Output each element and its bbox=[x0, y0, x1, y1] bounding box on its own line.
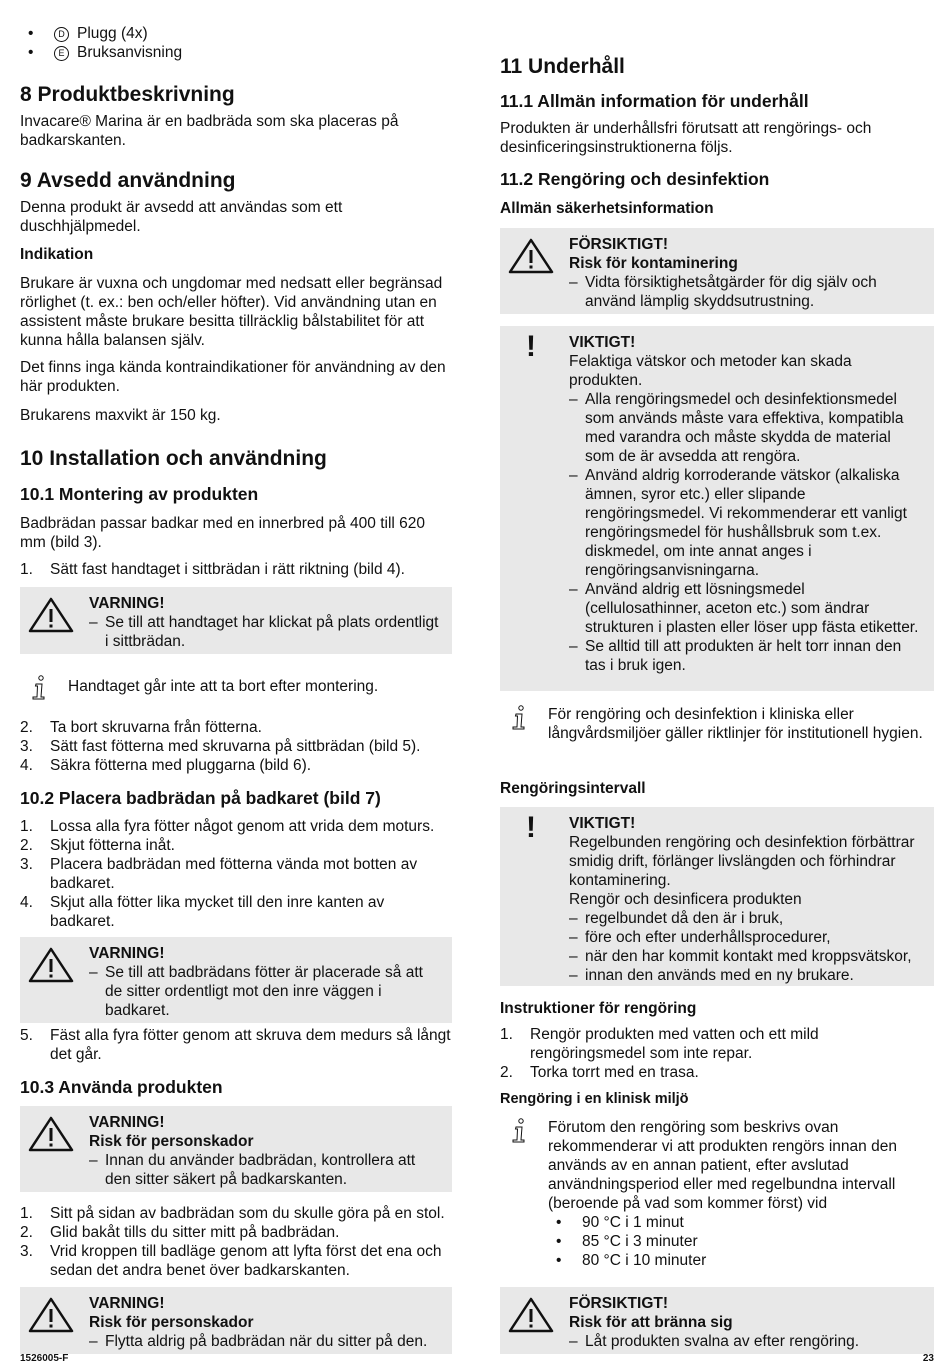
info-icon bbox=[510, 705, 528, 731]
warning-item: – Se till att handtaget har klickat på plats ordentligt i sittbrädan. bbox=[89, 613, 442, 651]
warning-label: VARNING! bbox=[89, 1295, 165, 1312]
important-item: – innan den används med en ny brukare. bbox=[569, 966, 924, 985]
warning-box bbox=[20, 937, 452, 1023]
important-intro: Rengör och desinficera produkten bbox=[569, 891, 802, 908]
warning-item: – Innan du använder badbrädan, kontrollera att den sitter säkert på badkarskanten. bbox=[89, 1151, 442, 1189]
info-icon bbox=[510, 1118, 528, 1144]
component-item: • D Plugg (4x) bbox=[28, 25, 148, 42]
important-item: – när den har kommit kontakt med kroppsvätskor, bbox=[569, 947, 924, 966]
list-item: 3. Placera badbrädan med fötterna vända mot botten av badkaret. bbox=[20, 856, 418, 892]
section-11-1-title: 11.1 Allmän information för underhåll bbox=[500, 91, 809, 111]
exclamation-icon: ! bbox=[526, 330, 536, 363]
list-item: 4. Säkra fötterna med pluggarna (bild 6). bbox=[20, 757, 312, 774]
important-box bbox=[500, 326, 934, 691]
info-icon bbox=[30, 675, 48, 701]
circled-letter: E bbox=[54, 46, 69, 61]
component-item: • E Bruksanvisning bbox=[28, 44, 183, 61]
list-item: 5. Fäst alla fyra fötter genom att skruva dem medurs så långt det går. bbox=[20, 1027, 451, 1063]
warning-item: – Se till att badbrädans fötter är placerade så att de sitter ordentligt mot den inre väggen i badkaret. bbox=[89, 963, 442, 1020]
contraindication-text: Det finns inga kända kontraindikationer för användning av den här produkten. bbox=[20, 359, 446, 395]
clinical-heading: Rengöring i en klinisk miljö bbox=[500, 1091, 689, 1107]
important-label: VIKTIGT! bbox=[569, 334, 636, 351]
list-item: • 90 °C i 1 minut bbox=[548, 1213, 934, 1232]
important-item: – Alla rengöringsmedel och desinfektionsmedel som används måste vara effektiva, kompatibla med varandra och måste skydda de material som de är avsedda att rengöra. bbox=[569, 390, 924, 466]
important-intro: Felaktiga vätskor och metoder kan skada produkten. bbox=[569, 353, 852, 389]
section-11-2-title: 11.2 Rengöring och desinfektion bbox=[500, 169, 770, 189]
note bbox=[500, 1118, 934, 1270]
important-item: – regelbundet då den är i bruk, bbox=[569, 909, 924, 928]
temperature-list bbox=[548, 1213, 934, 1270]
note bbox=[20, 675, 452, 696]
list-item: 2. Skjut fötterna inåt. bbox=[20, 837, 175, 854]
list-item: 3. Sätt fast fötterna med skruvarna på sittbrädan (bild 5). bbox=[20, 738, 421, 755]
warning-triangle-icon bbox=[28, 597, 74, 633]
section-9-body: Denna produkt är avsedd att användas som ett duschhjälpmedel. bbox=[20, 199, 343, 235]
instructions-heading: Instruktioner för rengöring bbox=[500, 1000, 697, 1017]
warning-triangle-icon bbox=[508, 238, 554, 274]
document-id: 1526005-F bbox=[20, 1353, 69, 1364]
warning-triangle-icon bbox=[28, 1297, 74, 1333]
caution-item: – Låt produkten svalna av efter rengöring. bbox=[569, 1332, 924, 1351]
warning-label: VARNING! bbox=[89, 945, 165, 962]
warning-triangle-icon bbox=[28, 1116, 74, 1152]
list-item: 2. Glid bakåt tills du sitter mitt på badbrädan. bbox=[20, 1224, 340, 1241]
caution-risk: Risk för kontaminering bbox=[569, 255, 738, 272]
important-label: VIKTIGT! bbox=[569, 815, 636, 832]
caution-label: FÖRSIKTIGT! bbox=[569, 1295, 669, 1312]
important-item: – Använd aldrig korroderande vätskor (alkaliska ämnen, syror etc.) eller slipande rengöringsmedel. Vi rekommenderar ett vanligt rengöringsmedel för hushållsbruk som t.ex. diskmedel, om inte annat anges i rengöringsanvisningarna. bbox=[569, 466, 924, 580]
warning-box bbox=[20, 1287, 452, 1354]
caution-risk: Risk för att bränna sig bbox=[569, 1314, 733, 1331]
step-list bbox=[20, 718, 452, 775]
warning-label: VARNING! bbox=[89, 595, 165, 612]
important-intro: Regelbunden rengöring och desinfektion förbättrar smidig drift, förlänger livslängden och förhindrar kontaminering. bbox=[569, 834, 915, 889]
list-item: 1. Lossa alla fyra fötter något genom att vrida dem moturs. bbox=[20, 818, 435, 835]
interval-heading: Rengöringsintervall bbox=[500, 780, 646, 797]
safety-heading: Allmän säkerhetsinformation bbox=[500, 200, 714, 217]
caution-box bbox=[500, 228, 934, 314]
list-item: 2. Torka torrt med en trasa. bbox=[500, 1064, 699, 1081]
indication-body: Brukare är vuxna och ungdomar med nedsatt eller begränsad rörlighet (t. ex.: ben och/eller höfter). Vid användning utan en assistent måste brukare besitta tillräcklig bålstabilitet för att kunna hålla balansen själv. bbox=[20, 275, 443, 349]
section-11-1-body: Produkten är underhållsfri förutsatt att rengörings- och desinficeringsinstruktionerna följs. bbox=[500, 120, 872, 156]
warning-item: – Flytta aldrig på badbrädan när du sitter på den. bbox=[89, 1332, 442, 1351]
important-item: – Använd aldrig ett lösningsmedel (cellulosathinner, aceton etc.) som ändrar strukturen i plasten eller löser upp fästa etiketter. bbox=[569, 580, 924, 637]
section-10-1-title: 10.1 Montering av produkten bbox=[20, 484, 259, 504]
indication-heading: Indikation bbox=[20, 246, 94, 263]
list-item: 3. Vrid kroppen till badläge genom att lyfta först det ena och sedan det andra benet över badkarskanten. bbox=[20, 1243, 442, 1279]
list-item: 4. Skjut alla fötter lika mycket till den inre kanten av badkaret. bbox=[20, 894, 385, 930]
section-8-title: 8 Produktbeskrivning bbox=[20, 83, 235, 106]
note bbox=[500, 705, 934, 743]
page-number: 23 bbox=[922, 1353, 934, 1364]
section-10-title: 10 Installation och användning bbox=[20, 447, 327, 470]
step-list bbox=[20, 1204, 452, 1280]
component-text: Bruksanvisning bbox=[77, 44, 183, 61]
step-list bbox=[20, 560, 452, 579]
section-8-body: Invacare® Marina är en badbräda som ska placeras på badkarskanten. bbox=[20, 113, 399, 149]
section-9-title: 9 Avsedd användning bbox=[20, 169, 236, 192]
note-text: Förutom den rengöring som beskrivs ovan rekommenderar vi att produkten rengörs innan den används av en annan patient, efter avslutad användningsperiod eller med regelbundna intervall (beroende på vad som kommer först) vid bbox=[548, 1119, 897, 1212]
section-10-2-title: 10.2 Placera badbrädan på badkaret (bild 7) bbox=[20, 788, 381, 808]
list-item: • 85 °C i 3 minuter bbox=[548, 1232, 934, 1251]
note-text: För rengöring och desinfektion i kliniska eller långvårdsmiljöer gäller riktlinjer för institutionell hygien. bbox=[548, 706, 923, 742]
caution-item: – Vidta försiktighetsåtgärder för dig själv och använd lämplig skyddsutrustning. bbox=[569, 273, 924, 311]
section-10-1-body: Badbrädan passar badkar med en innerbred på 400 till 620 mm (bild 3). bbox=[20, 515, 425, 551]
section-10-3-title: 10.3 Använda produkten bbox=[20, 1077, 223, 1097]
list-item: 1. Rengör produkten med vatten och ett mild rengöringsmedel som inte repar. bbox=[500, 1026, 819, 1062]
caution-label: FÖRSIKTIGT! bbox=[569, 236, 669, 253]
warning-label: VARNING! bbox=[89, 1114, 165, 1131]
step-list bbox=[500, 1025, 934, 1082]
important-item: – Se alltid till att produkten är helt torr innan den tas i bruk igen. bbox=[569, 637, 924, 675]
important-box bbox=[500, 807, 934, 986]
warning-box bbox=[20, 587, 452, 654]
warning-triangle-icon bbox=[28, 947, 74, 983]
component-text: Plugg (4x) bbox=[77, 25, 148, 42]
warning-box bbox=[20, 1106, 452, 1192]
circled-letter: D bbox=[54, 27, 69, 42]
caution-box bbox=[500, 1287, 934, 1354]
max-weight-text: Brukarens maxvikt är 150 kg. bbox=[20, 407, 221, 424]
step-list bbox=[20, 1026, 452, 1064]
list-item: • 80 °C i 10 minuter bbox=[548, 1251, 934, 1270]
component-list bbox=[20, 24, 452, 62]
exclamation-icon: ! bbox=[526, 811, 536, 844]
list-item: 1. Sitt på sidan av badbrädan som du skulle göra på en stol. bbox=[20, 1205, 445, 1222]
warning-triangle-icon bbox=[508, 1297, 554, 1333]
list-item: 2. Ta bort skruvarna från fötterna. bbox=[20, 719, 262, 736]
note-text: Handtaget går inte att ta bort efter montering. bbox=[68, 678, 379, 695]
important-item: – före och efter underhållsprocedurer, bbox=[569, 928, 924, 947]
list-item: 1. Sätt fast handtaget i sittbrädan i rätt riktning (bild 4). bbox=[20, 561, 405, 578]
warning-risk: Risk för personskador bbox=[89, 1314, 254, 1331]
section-11-title: 11 Underhåll bbox=[500, 55, 625, 78]
step-list bbox=[20, 817, 452, 931]
warning-risk: Risk för personskador bbox=[89, 1133, 254, 1150]
